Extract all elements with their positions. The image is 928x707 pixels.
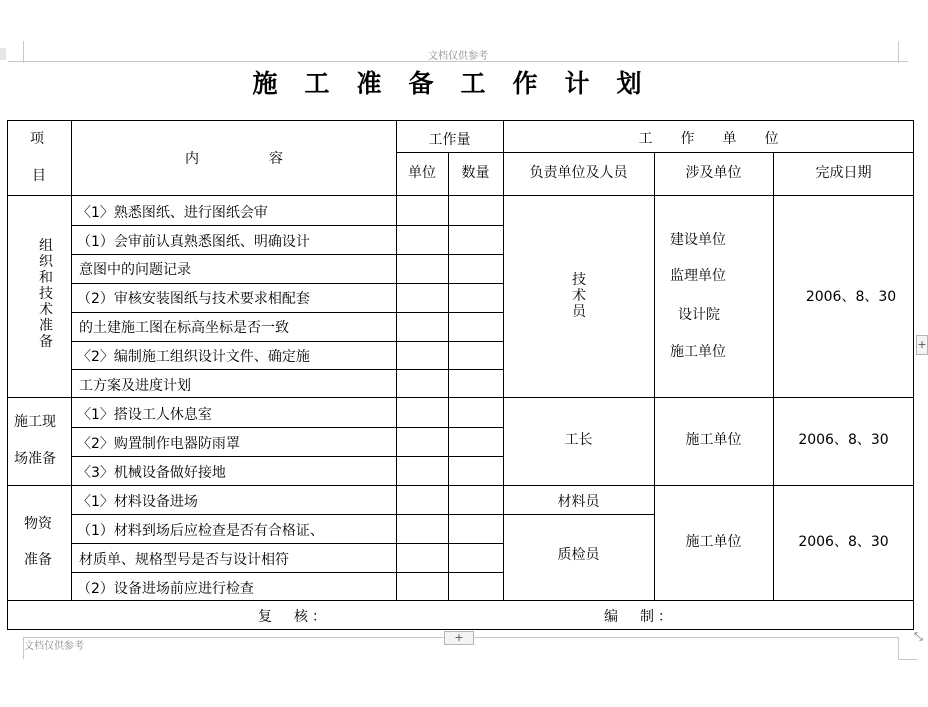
grid-line [72,456,504,457]
add-row-button[interactable]: + [444,631,474,645]
header-date: 完成日期 [815,165,872,181]
grid-line [7,397,914,398]
content-line: （1）材料到场后应检查是否有合格证、 [77,523,324,539]
grid-line [72,225,504,226]
involved-unit: 建设单位 [670,232,726,248]
grid-line [396,152,914,153]
grid-line [7,600,914,601]
involved-unit: 施工单位 [685,432,742,448]
completion-date: 2006、8、30 [798,534,889,550]
involved-unit: 施工单位 [685,534,742,550]
header-item-label-2: 目 [32,168,46,184]
content-line: 〈2〉购置制作电器防雨罩 [77,436,240,452]
header-content: 内 容 [185,151,283,167]
header-involved: 涉及单位 [685,165,742,181]
involved-unit: 设计院 [678,307,720,323]
section-name-material: 物资 [24,516,52,532]
content-line: 〈3〉机械设备做好接地 [77,465,226,481]
content-line: （1）会审前认真熟悉图纸、明确设计 [77,234,310,250]
header-qty: 数量 [461,165,490,181]
content-line: 的土建施工图在标高坐标是否一致 [79,320,289,336]
completion-date: 2006、8、30 [798,432,889,448]
involved-unit: 监理单位 [670,268,726,284]
section-name-material-2: 准备 [24,552,52,568]
grid-line [71,120,72,600]
content-line: （2）审核安装图纸与技术要求相配套 [77,291,310,307]
responsible-inspector: 质检员 [557,547,600,563]
grid-line [72,543,504,544]
content-line: 〈1〉材料设备进场 [77,494,198,510]
grid-line [7,485,914,486]
involved-unit: 施工单位 [670,344,726,360]
header-item-label: 项 [30,131,44,147]
content-line: 〈1〉熟悉图纸、进行图纸会审 [77,205,268,221]
grid-line [72,312,504,313]
grid-line [72,254,504,255]
left-margin-guide [23,41,24,63]
grid-line [654,152,655,600]
responsible-tech: 技术员 [572,272,586,320]
grid-line [503,120,504,600]
header-watermark: 文档仅供参考 [428,51,488,62]
header-responsible: 负责单位及人员 [529,165,628,181]
review-label: 复 核： [258,609,330,625]
grid-line [7,195,914,196]
grid-line [72,369,504,370]
responsible-foreman: 工长 [564,432,593,448]
bottom-right-crop-h [898,659,918,660]
content-line: 工方案及进度计划 [79,378,191,394]
grid-line [72,572,504,573]
content-line: 意图中的问题记录 [79,262,191,278]
responsible-material-clerk: 材料员 [557,494,600,510]
bottom-right-crop [898,637,899,659]
grid-line [448,152,449,600]
completion-date: 2006、8、30 [805,289,897,305]
resize-handle-icon[interactable]: ⤡ [914,630,923,643]
grid-line [72,283,504,284]
compile-label: 编 制： [604,609,676,625]
grid-line [72,514,654,515]
content-line: 〈2〉编制施工组织设计文件、确定施 [77,349,310,365]
content-line: 材质单、规格型号是否与设计相符 [79,552,289,568]
header-work-unit: 工 作 单 位 [638,131,779,147]
header-workload: 工作量 [428,132,471,148]
section-name-org-tech: 组织和技术准备 [39,238,53,350]
grid-line [72,341,504,342]
grid-line [72,427,504,428]
section-name-site-2: 场准备 [14,451,56,467]
footer-watermark: 文档仅供参考 [24,641,84,652]
side-add-button[interactable]: + [916,335,928,355]
content-line: 〈1〉搭设工人休息室 [77,407,212,423]
grid-line [773,152,774,600]
header-unit: 单位 [408,165,436,181]
document-title: 施工准备工作计划 [252,69,669,98]
right-margin-guide [898,41,899,63]
grid-line [396,120,397,600]
left-edge-marker-icon [0,48,6,60]
content-line: （2）设备进场前应进行检查 [77,581,254,597]
section-name-site: 施工现 [14,414,56,430]
